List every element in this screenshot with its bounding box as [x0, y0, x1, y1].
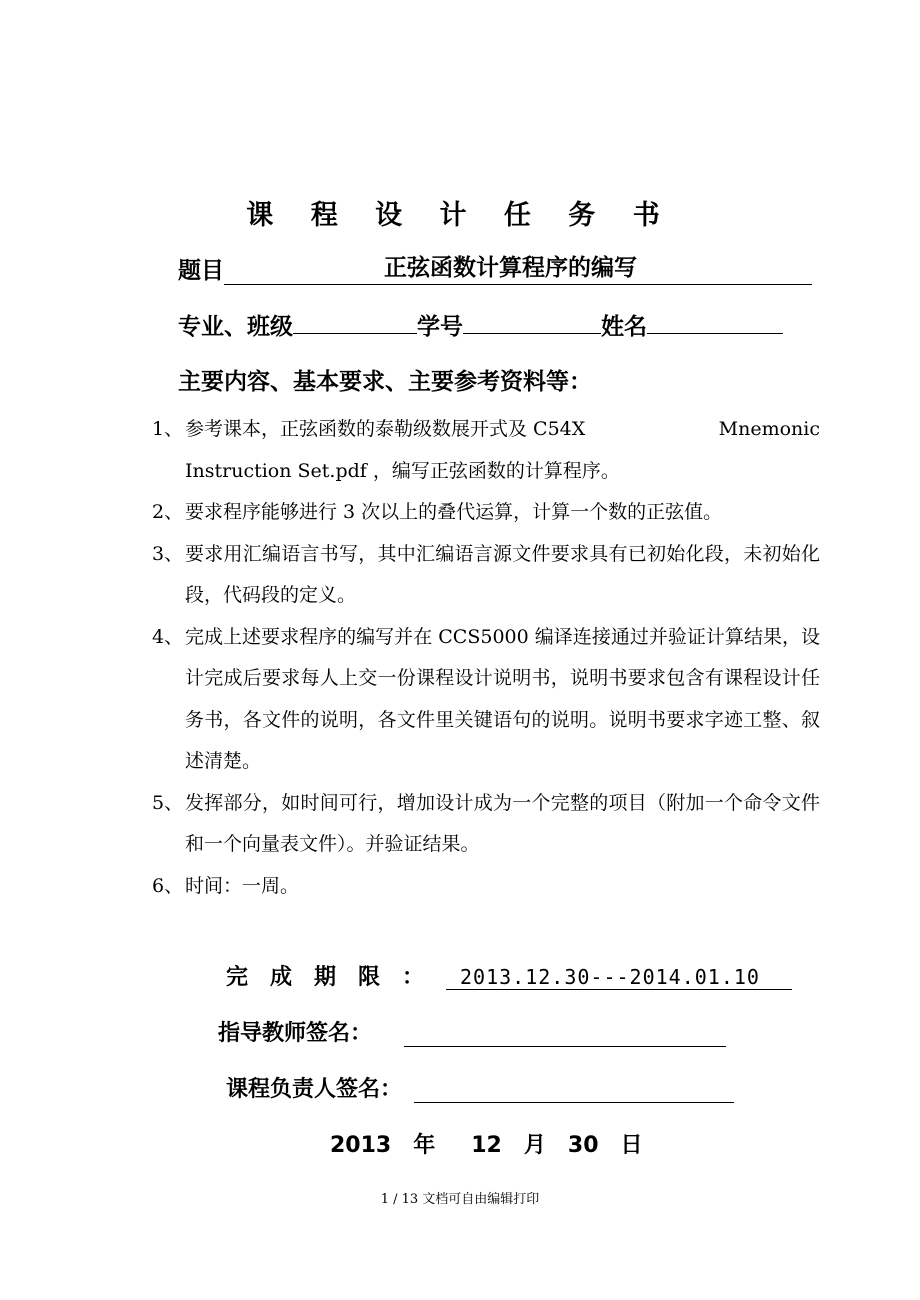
requirements-list — [152, 409, 820, 907]
list-item — [152, 617, 820, 783]
item-text: 发挥部分，如时间可行，增加设计成为一个完整的项目（附加一个命令文件和一个向量表文件）。并验证结果。 — [185, 791, 820, 855]
item-number: 2、 — [152, 501, 184, 523]
leader-signature-row — [226, 1072, 734, 1103]
student-id-label: 学号 — [417, 314, 463, 340]
leader-signature-field — [414, 1076, 734, 1103]
item-text: Mnemonic — [718, 418, 820, 440]
topic-row — [178, 252, 812, 285]
major-class-field — [293, 307, 417, 334]
item-text: 参考课本，正弦函数的泰勒级数展开式及 C54X — [185, 418, 586, 440]
student-id-field — [463, 307, 601, 334]
item-number: 6、 — [152, 874, 184, 897]
list-item — [152, 492, 820, 534]
date-month: 12 — [471, 1133, 502, 1158]
item-text: 时间：一周。 — [185, 874, 300, 897]
item-text: 完成上述要求程序的编写并在 CCS5000 编译连接通过并验证计算结果，设计完成后要求每人上交一份课程设计说明书，说明书要求包含有课程设计任务书，各文件的说明，各文件里关键语句的说明。说明书要求字迹工整、叙述清楚。 — [185, 625, 820, 772]
leader-signature-label: 课程负责人签名： — [226, 1077, 403, 1102]
deadline-row — [226, 960, 792, 991]
date-day: 30 — [567, 1133, 599, 1158]
document-title: 课 程 设 计 任 务 书 — [246, 200, 674, 231]
student-info-row — [178, 307, 783, 341]
major-class-label: 专业、班级 — [178, 314, 293, 340]
item-number: 3、 — [152, 542, 184, 565]
section-heading: 主要内容、基本要求、主要参考资料等： — [178, 369, 592, 395]
advisor-signature-label: 指导教师签名： — [218, 1021, 373, 1046]
deadline-value: 2013.12.30---2014.01.10 — [446, 965, 792, 990]
item-number: 5、 — [152, 791, 184, 814]
issue-date — [330, 1128, 643, 1159]
item-number: 1、 — [152, 418, 184, 440]
list-item — [152, 783, 820, 866]
topic-label: 题目 — [178, 258, 224, 284]
item-text: Instruction Set.pdf ，编写正弦函数的计算程序。 — [185, 459, 620, 482]
item-text: 要求程序能够进行 3 次以上的叠代运算，计算一个数的正弦值。 — [185, 501, 723, 523]
list-item — [152, 534, 820, 617]
date-year-label: 年 — [413, 1133, 436, 1158]
name-field — [647, 307, 783, 334]
date-month-label: 月 — [523, 1133, 546, 1158]
advisor-signature-field — [404, 1020, 726, 1047]
list-item — [152, 866, 820, 908]
topic-value: 正弦函数计算程序的编写 — [384, 255, 637, 281]
date-day-label: 日 — [620, 1133, 643, 1158]
date-year: 2013 — [330, 1133, 392, 1158]
deadline-label: 完成期限： — [226, 965, 447, 990]
page-footer: 1 / 13 文档可自由编辑打印 — [380, 1192, 540, 1207]
topic-field — [224, 256, 812, 285]
advisor-signature-row — [218, 1016, 726, 1047]
name-label: 姓名 — [601, 314, 647, 340]
list-item — [152, 409, 820, 492]
item-number: 4、 — [152, 625, 184, 648]
item-text: 要求用汇编语言书写，其中汇编语言源文件要求具有已初始化段，未初始化段，代码段的定义。 — [185, 542, 820, 606]
